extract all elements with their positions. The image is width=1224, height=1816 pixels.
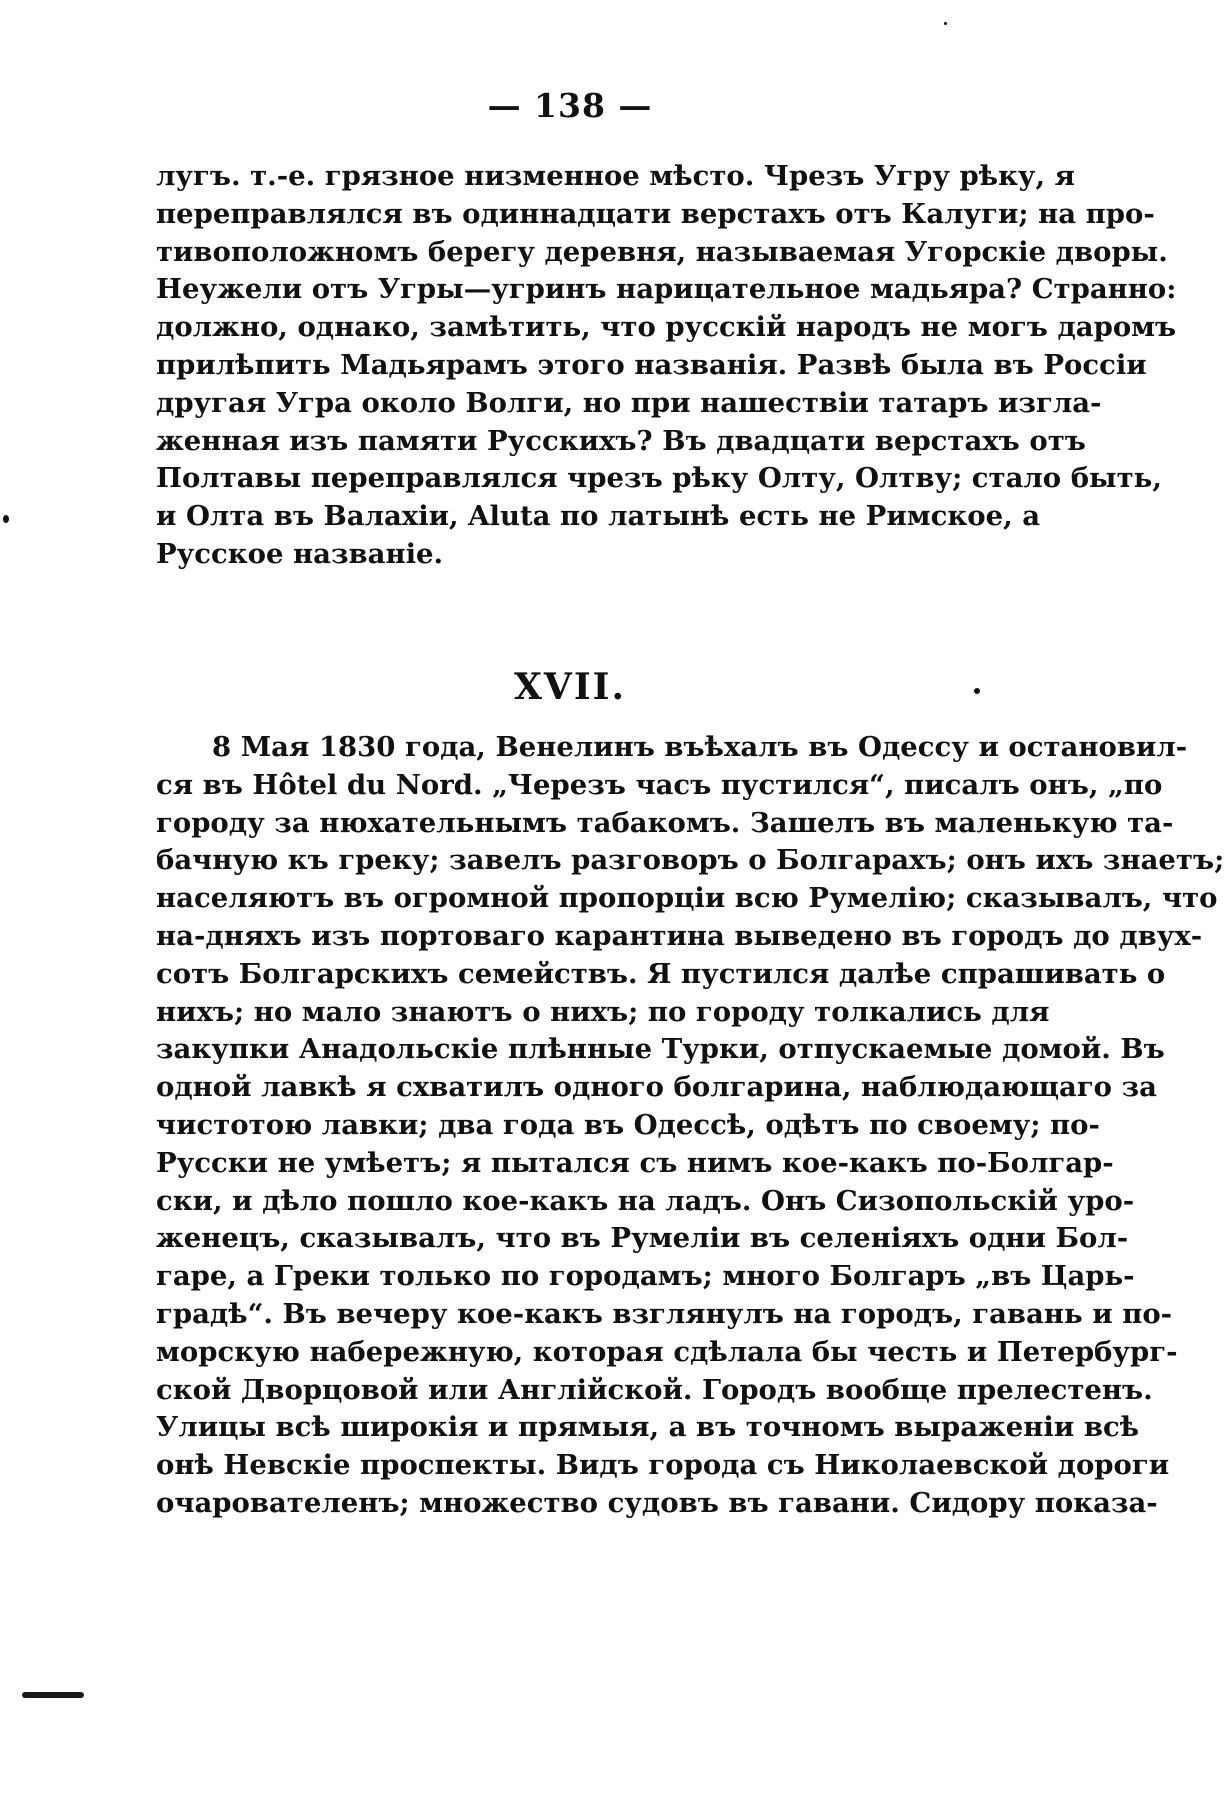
text-line: тивоположномъ берегу деревня, называемая Угорскіе дворы.: [156, 235, 1168, 268]
text-line: очарователенъ; множество судовъ въ гавани. Сидору показа-: [156, 1486, 1158, 1519]
text-line: морскую набережную, которая сдѣлала бы честь и Петербург-: [156, 1335, 1178, 1368]
text-line: женная изъ памяти Русскихъ? Въ двадцати верстахъ отъ: [156, 424, 1086, 457]
text-line: населяютъ въ огромной пропорціи всю Румелію; сказывалъ, что: [156, 882, 1218, 915]
section-heading: XVII.: [513, 666, 627, 708]
text-line: городу за нюхательнымъ табакомъ. Зашелъ въ маленькую та-: [156, 806, 1174, 839]
text-line: сотъ Болгарскихъ семействъ. Я пустился далѣе спрашивать о: [156, 957, 1166, 990]
text-line: женецъ, сказывалъ, что въ Румеліи въ селеніяхъ одни Бол-: [156, 1222, 1129, 1255]
text-line: Улицы всѣ широкія и прямыя, а въ точномъ выраженіи всѣ: [156, 1411, 1140, 1444]
paragraph-1: [156, 158, 1177, 574]
text-line: Русское названіе.: [156, 537, 444, 570]
scan-edge-mark: [22, 1692, 84, 1698]
text-line: 8 Мая 1830 года, Венелинъ въѣхалъ въ Одессу и остановил-: [212, 731, 1188, 763]
text-line: ской Дворцовой или Англійской. Городъ вообще прелестенъ.: [156, 1373, 1153, 1406]
text-line: Неужели отъ Угры—угринъ нарицательное мадьяра? Странно:: [156, 273, 1177, 306]
text-line: одной лавкѣ я схватилъ одного болгарина, наблюдающаго за: [156, 1071, 1157, 1104]
text-line: ски, и дѣло пошло кое-какъ на ладъ. Онъ Сизопольскій уро-: [156, 1184, 1135, 1217]
text-line: и Олта въ Валахіи, Aluta по латынѣ есть не Римское, а: [156, 500, 1041, 533]
text-line: Полтавы переправлялся чрезъ рѣку Олту, Олтву; стало быть,: [156, 462, 1162, 495]
text-line: Русски не умѣетъ; я пытался съ нимъ кое-какъ по-Болгар-: [156, 1146, 1114, 1179]
text-line: на-дняхъ изъ портоваго карантина выведено въ городъ до двух-: [156, 919, 1203, 952]
text-line: другая Угра около Волги, но при нашествіи татаръ изгла-: [156, 386, 1102, 419]
text-line: онѣ Невскіе проспекты. Видъ города съ Николаевской дороги: [156, 1449, 1170, 1482]
scan-speck: [3, 515, 9, 523]
paragraph-2: [156, 729, 1224, 1523]
text-line: градѣ“. Въ вечеру кое-какъ взглянулъ на городъ, гавань и по-: [156, 1297, 1173, 1330]
text-line: ся въ Hôtel du Nord. „Черезъ часъ пустился“, писалъ онъ, „по: [156, 768, 1163, 801]
text-line: переправлялся въ одиннадцати верстахъ отъ Калуги; на про-: [156, 197, 1155, 230]
text-line: прилѣпить Мадьярамъ этого названія. Развѣ была въ Россіи: [156, 348, 1147, 381]
page-number: — 138 —: [487, 86, 653, 125]
text-line: чистотою лавки; два года въ Одессѣ, одѣтъ по своему; по-: [156, 1108, 1100, 1141]
scan-speck: [974, 688, 980, 694]
text-line: гаре, а Греки только по городамъ; много Болгаръ „въ Царь-: [156, 1260, 1135, 1293]
text-line: бачную къ греку; завелъ разговоръ о Болгарахъ; онъ ихъ знаетъ;: [156, 844, 1224, 877]
text-line: закупки Анадольскіе плѣнные Турки, отпускаемые домой. Въ: [156, 1033, 1165, 1066]
text-line: лугъ. т.-е. грязное низменное мѣсто. Чрезъ Угру рѣку, я: [156, 160, 1075, 192]
scan-speck: [944, 22, 947, 25]
text-line: нихъ; но мало знаютъ о нихъ; по городу толкались для: [156, 995, 1050, 1028]
text-line: должно, однако, замѣтить, что русскій народъ не могъ даромъ: [156, 311, 1177, 344]
